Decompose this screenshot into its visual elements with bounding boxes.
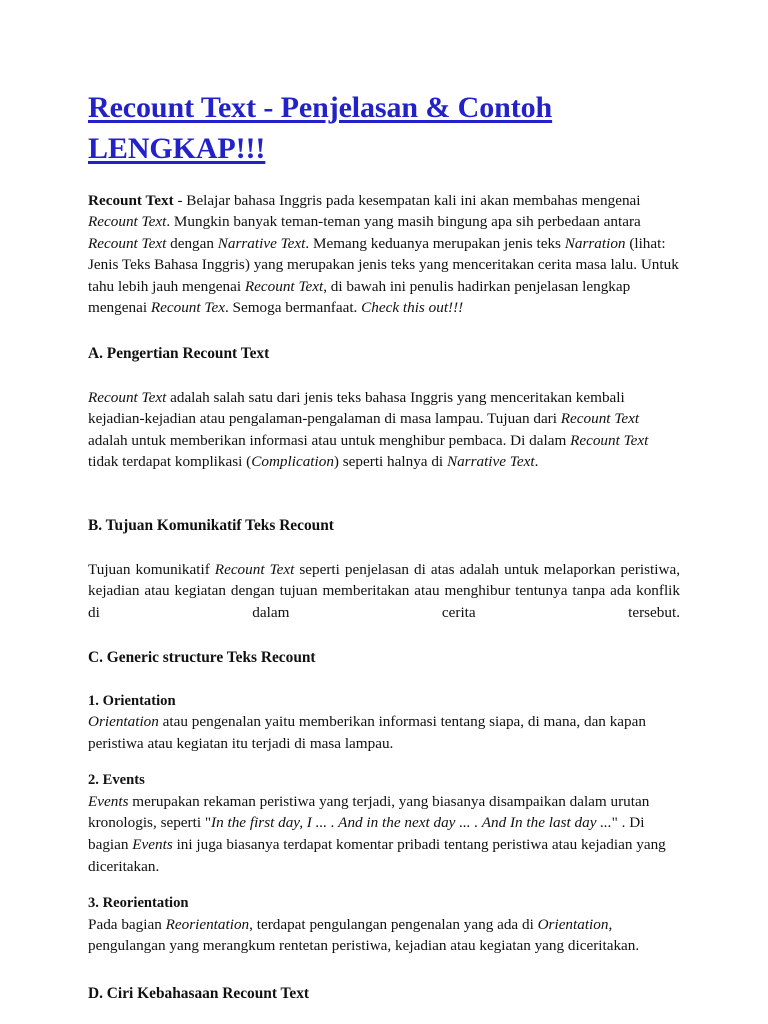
subsection-reorientation-paragraph: [88, 914, 680, 957]
events-text-2: " . Di bagian: [88, 814, 645, 853]
subsection-events-heading: 2. Events: [88, 772, 145, 789]
orientation-italic-1: Orientation: [88, 713, 159, 731]
spacer: [88, 877, 680, 893]
spacer: [88, 754, 680, 770]
section-a-italic-3: Recount Text: [570, 431, 649, 449]
events-italic-1: Events: [88, 792, 129, 810]
intro-italic-7: Check this out!!!: [361, 299, 464, 317]
reorientation-text-3: , pengulangan yang merangkum rentetan peristiwa, kejadian atau kegiatan yang diceritakan.: [88, 915, 640, 955]
events-quote-example: In the first day, I ... . And in the next day ... . And In the last day ...: [211, 814, 612, 832]
section-b-text-2: seperti penjelasan di atas adalah untuk melaporkan peristiwa, kejadian atau kegiatan dengan tujuan memberitakan atau menghibur tentunya tanpa ada konflik di dalam cerita tersebut.: [88, 560, 680, 621]
spacer: [88, 365, 680, 387]
intro-text-1: - Belajar bahasa Inggris pada kesempatan kali ini akan membahas mengenai: [173, 191, 641, 209]
subsection-orientation-heading: 1. Orientation: [88, 692, 176, 709]
spacer: [88, 170, 680, 190]
section-a-italic-4: Complication: [251, 453, 334, 471]
reorientation-italic-1: Reorientation: [165, 915, 250, 933]
section-a-text-1: adalah salah satu dari jenis teks bahasa Inggris yang menceritakan kembali kejadian-kejadian atau pengalaman-pengalaman di masa lampau. Tujuan dari: [88, 388, 625, 428]
section-b-heading: B. Tujuan Komunikatif Teks Recount: [88, 516, 334, 534]
spacer: [88, 537, 680, 559]
subsection-reorientation-heading: 3. Reorientation: [88, 895, 189, 912]
section-a-italic-1: Recount Text: [88, 388, 167, 406]
intro-text-4: . Memang keduanya merupakan jenis teks: [305, 234, 565, 252]
subsection-orientation-paragraph: [88, 711, 680, 754]
spacer: [88, 473, 680, 515]
spacer: [88, 957, 680, 983]
section-a-italic-2: Recount Text: [560, 410, 640, 428]
section-b-text-1: Tujuan komunikatif: [88, 560, 215, 578]
section-a-text-4: ) seperti halnya di: [333, 453, 447, 471]
intro-text-6: , di bawah ini penulis hadirkan penjelasan lengkap mengenai: [88, 277, 631, 317]
section-d-heading: D. Ciri Kebahasaan Recount Text: [88, 984, 310, 1002]
section-a-italic-5: Narrative Text: [446, 453, 535, 471]
intro-italic-1: Recount Text: [88, 213, 167, 231]
intro-italic-3: Narrative Text: [217, 234, 306, 252]
section-a-heading: A. Pengertian Recount Text: [88, 345, 270, 363]
section-a-text-2: adalah untuk memberikan informasi atau untuk menghibur pembaca. Di dalam: [88, 431, 571, 449]
reorientation-text-2: , terdapat pengulangan pengenalan yang ada di: [249, 915, 538, 933]
intro-text-7: . Semoga bermanfaat.: [224, 299, 362, 317]
section-b-italic-1: Recount Text: [214, 560, 295, 578]
intro-paragraph: [88, 190, 680, 319]
spacer: [88, 669, 680, 691]
intro-text-5: (lihat: Jenis Teks Bahasa Inggris) yang merupakan jenis teks yang menceritakan cerita masa lalu. Untuk tahu lebih jauh mengenai: [88, 234, 679, 295]
section-a-text-5: .: [534, 453, 539, 471]
events-text-3: ini juga biasanya terdapat komentar pribadi tentang peristiwa atau kejadian yang diceritakan.: [88, 835, 666, 875]
subsection-events-paragraph: [88, 791, 680, 877]
intro-italic-4: Narration: [564, 234, 626, 252]
intro-italic-6: Recount Tex: [150, 299, 225, 317]
spacer: [88, 623, 680, 647]
section-c-heading: C. Generic structure Teks Recount: [88, 649, 316, 667]
intro-text-2: . Mungkin banyak teman-teman yang masih bingung apa sih perbedaan antara: [166, 213, 641, 231]
section-b-paragraph: [88, 559, 680, 624]
section-a-paragraph: [88, 387, 680, 473]
events-italic-3: Events: [132, 835, 173, 853]
page-title: Recount Text - Penjelasan & Contoh LENGKAP!!!: [88, 91, 553, 165]
events-text-1: merupakan rekaman peristiwa yang terjadi, yang biasanya disampaikan dalam urutan kronologis, seperti ": [88, 792, 650, 832]
reorientation-italic-2: Orientation: [537, 915, 609, 933]
intro-text-3: dengan: [166, 234, 218, 252]
intro-italic-2: Recount Text: [88, 234, 167, 252]
section-a-text-3: tidak terdapat komplikasi (: [88, 453, 252, 471]
orientation-text-1: atau pengenalan yaitu memberikan informasi tentang siapa, di mana, dan kapan peristiwa atau kegiatan itu terjadi di masa lampau.: [88, 713, 646, 752]
spacer: [88, 319, 680, 343]
intro-italic-5: Recount Text: [244, 277, 324, 295]
reorientation-text-1: Pada bagian: [88, 915, 166, 933]
intro-lead-bold: Recount Text: [88, 191, 174, 209]
